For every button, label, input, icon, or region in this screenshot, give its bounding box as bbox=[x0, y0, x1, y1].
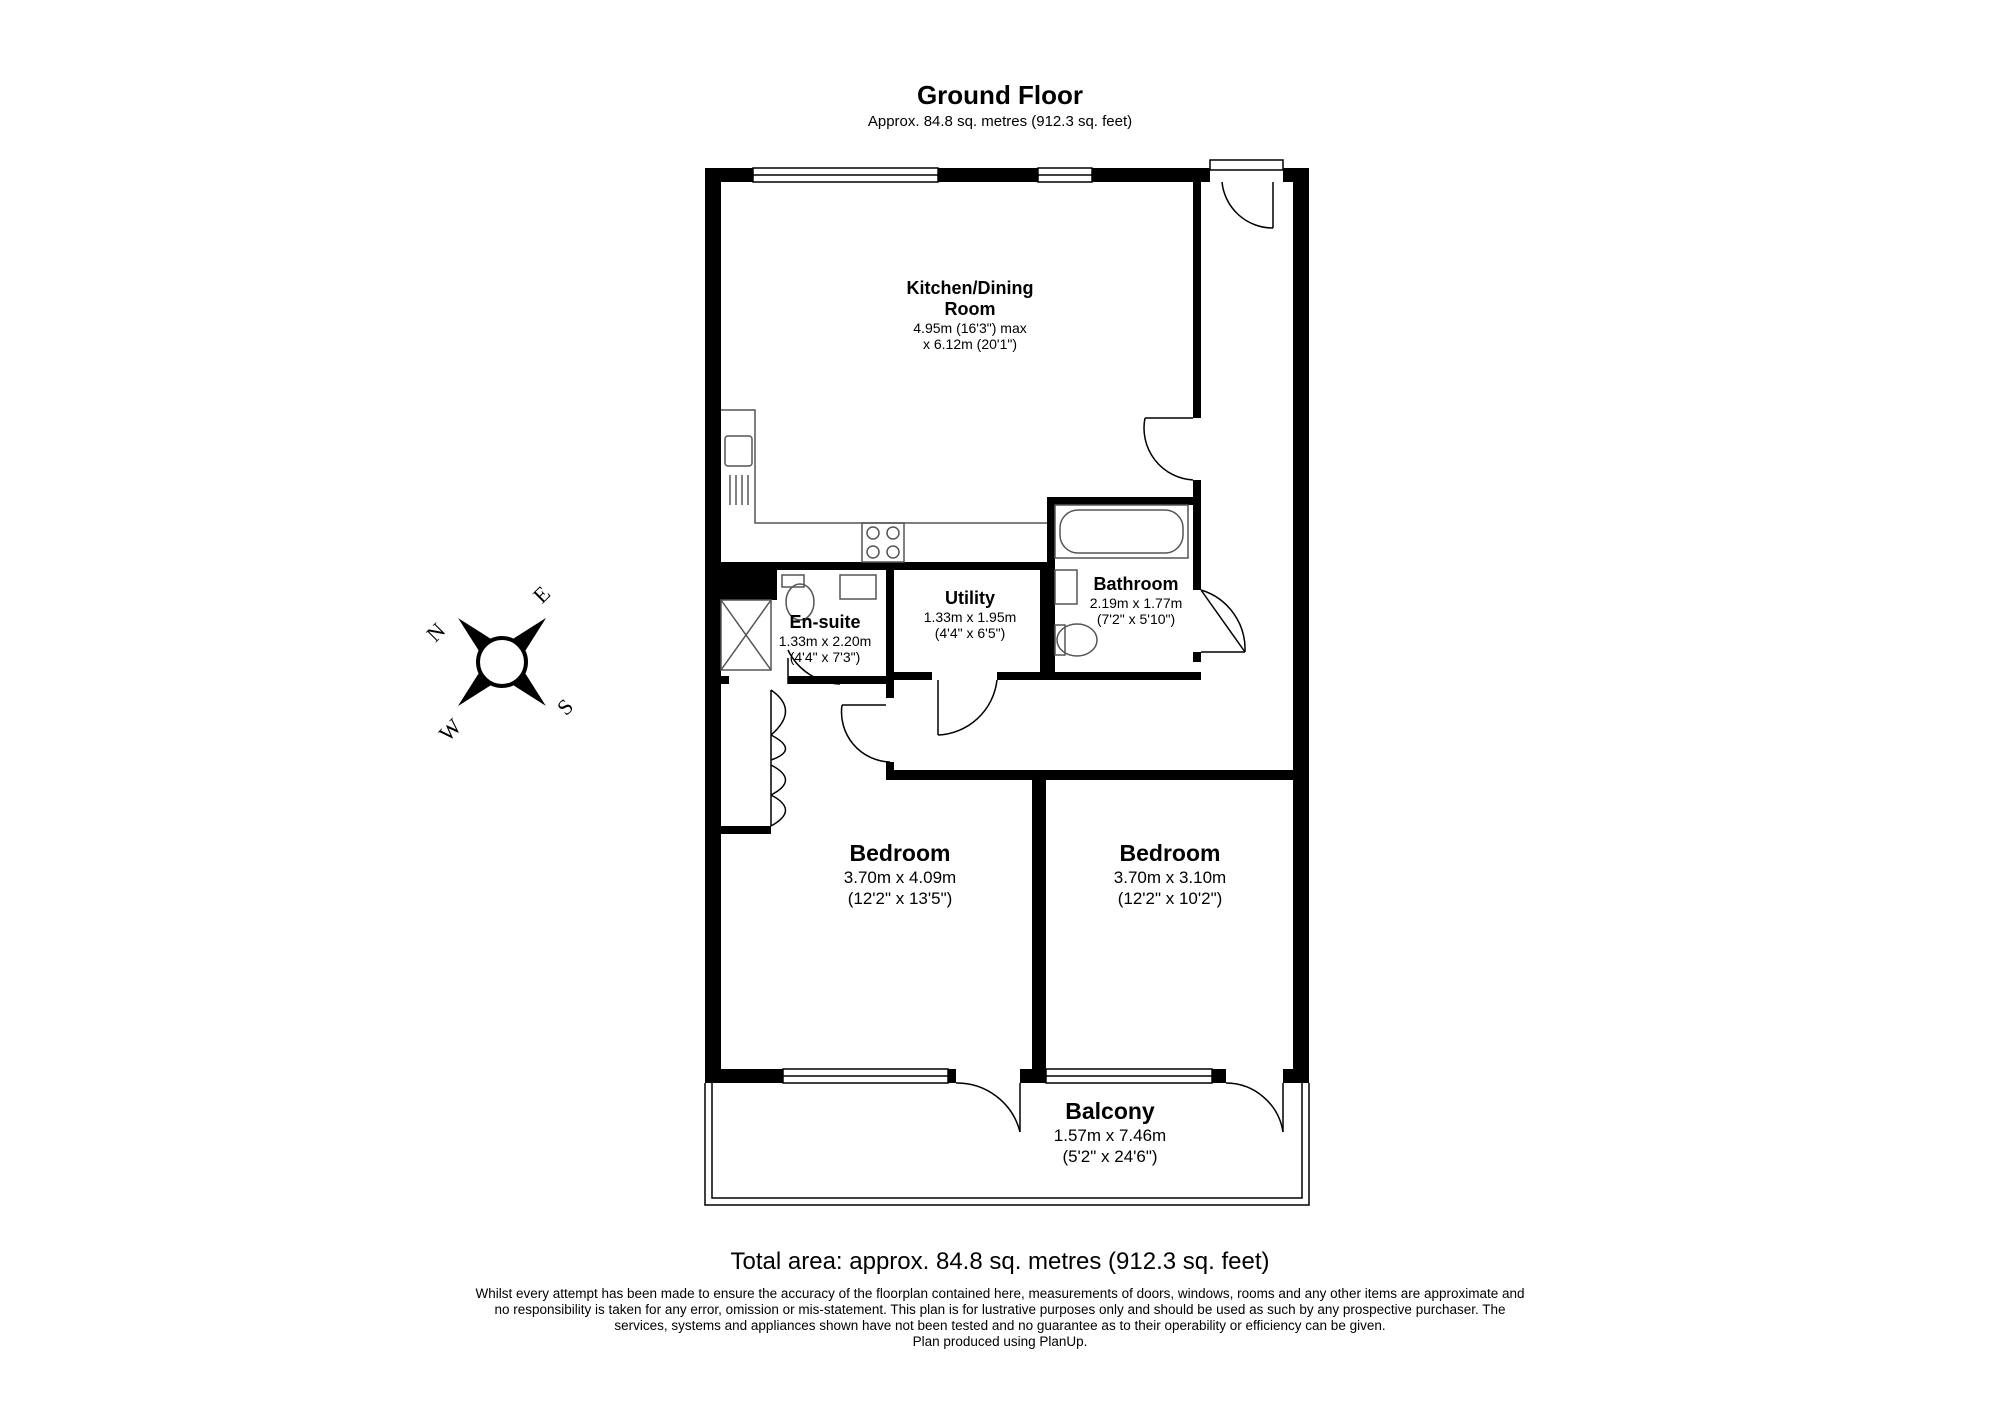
entrance-door-swing bbox=[1222, 182, 1273, 228]
utility-dim-2: (4'4" x 6'5") bbox=[934, 625, 1006, 641]
room-label-ensuite bbox=[765, 612, 885, 665]
bath bbox=[1055, 505, 1188, 558]
compass-e-label: E bbox=[527, 580, 556, 609]
kitchen-door-swing bbox=[1144, 418, 1193, 480]
north-wall-c bbox=[1092, 168, 1210, 182]
ensuite-dim-1: 1.33m x 2.20m bbox=[778, 633, 872, 649]
wardrobe-door-2 bbox=[771, 735, 786, 760]
ensuite-duct bbox=[721, 570, 777, 600]
bath-basin bbox=[1055, 570, 1077, 604]
corridor-south-wall bbox=[886, 770, 1309, 780]
utility-east-wall bbox=[1040, 570, 1048, 678]
bedroom1-dim-2: (12'2" x 13'5") bbox=[847, 889, 953, 908]
ensuite-name: En-suite bbox=[789, 612, 861, 632]
utility-dim-1: 1.33m x 1.95m bbox=[923, 609, 1017, 625]
room-label-balcony bbox=[1000, 1098, 1220, 1167]
bathroom-south-wall bbox=[1047, 672, 1201, 680]
west-wall bbox=[705, 168, 721, 1083]
ensuite-basin bbox=[840, 575, 876, 599]
disclaimer-line-3: services, systems and appliances shown have not been tested and no guarantee as to their operability or efficiency can be given. bbox=[614, 1318, 1386, 1333]
ensuite-cistern bbox=[782, 575, 804, 587]
compass-w-label: W bbox=[433, 713, 467, 747]
south-wall-a bbox=[705, 1069, 783, 1083]
hob-ring-3 bbox=[867, 546, 879, 558]
wardrobe-door-4 bbox=[771, 795, 786, 826]
ensuite-south-wall-a bbox=[721, 676, 729, 684]
room-label-bedroom2 bbox=[1060, 840, 1280, 909]
bedroom1-name: Bedroom bbox=[849, 840, 951, 866]
kitchen-dim-1: 4.95m (16'3") max bbox=[913, 320, 1027, 336]
balcony-dim-2: (5'2" x 24'6") bbox=[1062, 1147, 1158, 1166]
south-wall-e bbox=[1283, 1069, 1309, 1083]
ensuite-dim-2: (4'4" x 7'3") bbox=[789, 649, 861, 665]
page-subtitle: Approx. 84.8 sq. metres (912.3 sq. feet) bbox=[867, 113, 1133, 130]
bedroom1-door-swing bbox=[842, 705, 890, 762]
north-wall-d bbox=[1283, 168, 1309, 182]
hall-wall-lower bbox=[1193, 652, 1201, 662]
bedroom2-dim-1: 3.70m x 3.10m bbox=[1113, 868, 1227, 887]
bathroom-dim-1: 2.19m x 1.77m bbox=[1089, 595, 1183, 611]
room-label-kitchen bbox=[840, 278, 1100, 352]
disclaimer bbox=[0, 1286, 2000, 1350]
page-title: Ground Floor bbox=[916, 80, 1084, 110]
bath-inner bbox=[1060, 510, 1183, 553]
wardrobe-door-1 bbox=[771, 690, 786, 735]
bathroom-north-wall bbox=[1047, 497, 1201, 505]
disclaimer-line-2: no responsibility is taken for any error, omission or mis-statement. This plan is for lustrative purposes only and should be used as such by any prospective purchaser. The bbox=[494, 1302, 1506, 1317]
hob-ring-4 bbox=[887, 546, 899, 558]
compass-ring bbox=[478, 638, 526, 686]
room-label-bedroom1 bbox=[790, 840, 1010, 909]
bedroom2-name: Bedroom bbox=[1119, 840, 1221, 866]
balcony-dim-1: 1.57m x 7.46m bbox=[1053, 1126, 1167, 1145]
north-wall-a bbox=[705, 168, 753, 182]
corridor-west-stub bbox=[886, 690, 894, 698]
hob-ring-1 bbox=[867, 527, 879, 539]
disclaimer-line-4: Plan produced using PlanUp. bbox=[912, 1334, 1088, 1349]
disclaimer-line-1: Whilst every attempt has been made to ensure the accuracy of the floorplan contained here, measurements of doors, windows, rooms and any other items are approximate and bbox=[475, 1286, 1525, 1301]
east-wall bbox=[1293, 168, 1309, 1083]
wardrobe-south-wall bbox=[721, 826, 771, 834]
bedroom-divider bbox=[1032, 775, 1046, 1083]
balcony-door-2-swing bbox=[1226, 1083, 1283, 1132]
south-wall-d bbox=[1212, 1069, 1226, 1083]
utility-door-swing bbox=[938, 680, 997, 735]
bedroom2-dim-2: (12'2" x 10'2") bbox=[1117, 889, 1223, 908]
compass-s-label: S bbox=[551, 693, 579, 721]
bathroom-west-wall bbox=[1047, 497, 1055, 678]
kitchen-counter bbox=[721, 410, 1047, 562]
north-wall-b bbox=[938, 168, 1038, 182]
room-label-bathroom bbox=[1080, 574, 1192, 627]
bedroom1-dim-1: 3.70m x 4.09m bbox=[843, 868, 957, 887]
total-area: Total area: approx. 84.8 sq. metres (912.3 sq. feet) bbox=[730, 1248, 1270, 1275]
sink bbox=[725, 436, 752, 466]
hob-ring-2 bbox=[887, 527, 899, 539]
balcony-name: Balcony bbox=[1065, 1098, 1155, 1124]
hall-wall-mid bbox=[1193, 480, 1201, 590]
bathroom-name: Bathroom bbox=[1093, 574, 1179, 594]
kitchen-dim-2: x 6.12m (20'1") bbox=[922, 336, 1017, 352]
utility-south-wall-b bbox=[997, 672, 1048, 680]
ensuite-south-wall-b bbox=[788, 676, 886, 684]
hall-wall-upper bbox=[1193, 182, 1201, 418]
utility-name: Utility bbox=[944, 588, 995, 608]
wardrobe-door-3 bbox=[771, 765, 786, 795]
entrance-door-frame bbox=[1210, 160, 1283, 170]
room-label-utility bbox=[900, 588, 1040, 641]
bathroom-dim-2: (7'2" x 5'10") bbox=[1096, 611, 1176, 627]
kitchen-name-1: Kitchen/Dining bbox=[906, 278, 1034, 298]
bath-toilet bbox=[1057, 624, 1097, 656]
kitchen-south-wall bbox=[721, 562, 1047, 570]
kitchen-name-2: Room bbox=[944, 299, 996, 319]
compass bbox=[414, 574, 589, 749]
compass-n-label: N bbox=[421, 617, 451, 647]
south-wall-b bbox=[948, 1069, 956, 1083]
utility-south-wall-a bbox=[886, 672, 932, 680]
counter-outline bbox=[721, 410, 1047, 523]
